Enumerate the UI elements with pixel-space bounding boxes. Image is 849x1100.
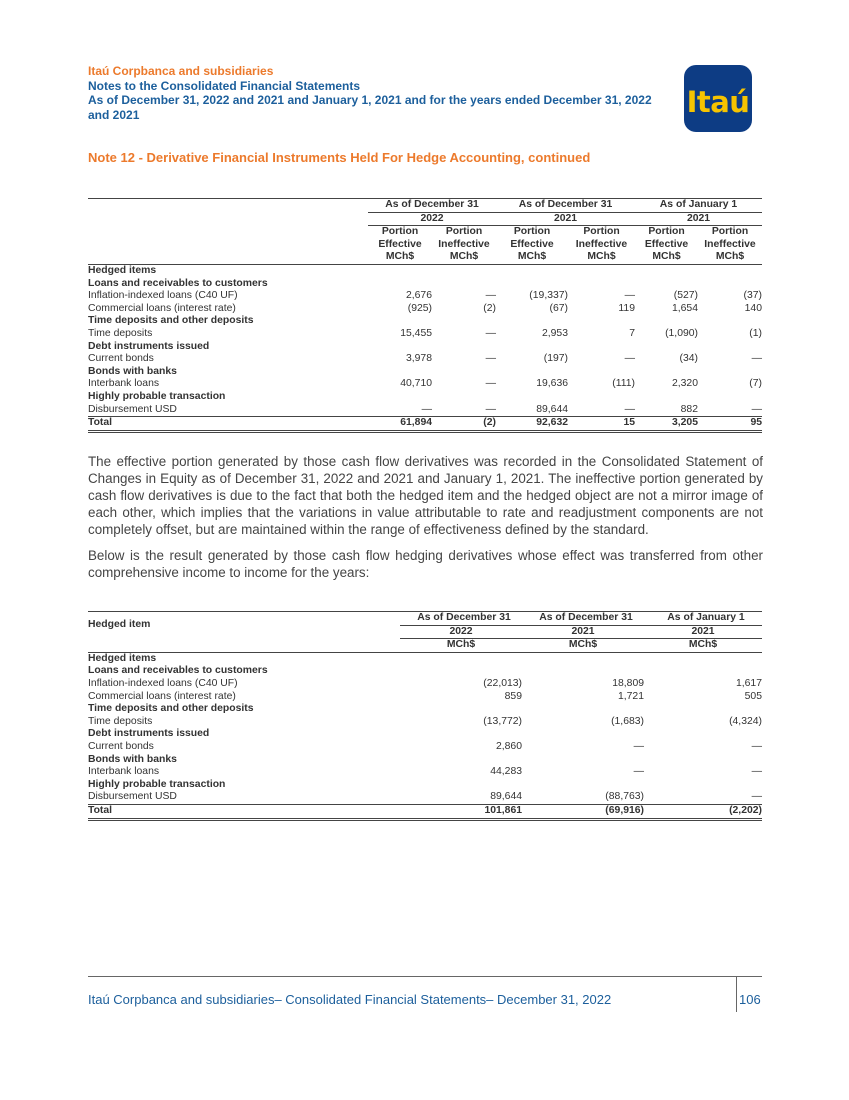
table-row	[88, 264, 762, 277]
cell-value: —	[624, 290, 635, 302]
cell-value: (13,772)	[483, 715, 522, 727]
unit-label: MCh$	[496, 251, 568, 264]
cell-value: (2)	[483, 302, 496, 314]
cell-value	[496, 264, 568, 277]
period-line-1: As of December 31, 2022 and 2021 and January 1, 2021 and for the years ended December 31, 2022	[88, 93, 652, 107]
footer-text: Itaú Corpbanca and subsidiaries– Consolidated Financial Statements– December 31, 2022	[88, 992, 612, 1007]
table-row	[88, 328, 762, 341]
table2-group-year: 2022	[400, 625, 522, 639]
cell-value: 2,953	[541, 327, 568, 339]
cell-value	[432, 391, 496, 404]
cell-value: —	[751, 353, 762, 365]
cell-value: 7	[629, 327, 635, 339]
unit-label: MCh$	[568, 251, 635, 264]
row-label: Time deposits and other deposits	[88, 315, 254, 327]
unit-label: MCh$	[432, 251, 496, 264]
cell-value	[568, 264, 635, 277]
table-row	[88, 728, 762, 741]
table-row	[88, 703, 762, 716]
total-value: 95	[698, 417, 762, 432]
cell-value: (4,324)	[729, 715, 762, 727]
hedged-item-header: Hedged item	[88, 619, 151, 631]
cell-value	[522, 728, 644, 741]
unit-label: MCh$	[644, 639, 762, 653]
table-row	[88, 278, 762, 291]
cell-value	[698, 278, 762, 291]
cell-value	[698, 315, 762, 328]
cell-value: 1,654	[671, 302, 698, 314]
row-label: Current bonds	[88, 353, 154, 365]
cell-value: 18,809	[612, 677, 644, 689]
row-label: Hedged items	[88, 264, 157, 276]
cell-value	[568, 366, 635, 379]
effective-label: Effective	[644, 238, 689, 250]
cell-value	[644, 754, 762, 767]
row-label: Highly probable transaction	[88, 390, 226, 402]
cell-value	[522, 754, 644, 767]
cell-value: —	[485, 327, 496, 339]
cell-value: —	[485, 403, 496, 415]
table1-portion-row	[88, 226, 762, 239]
cell-value	[432, 366, 496, 379]
cell-value	[635, 391, 698, 404]
cell-value: 1,721	[617, 690, 644, 702]
cell-value: (67)	[549, 302, 568, 314]
unit-label: MCh$	[400, 639, 522, 653]
cell-value: (1,090)	[665, 327, 698, 339]
cell-value: 140	[744, 302, 762, 314]
table-row	[88, 378, 762, 391]
cell-value: 15,455	[400, 327, 432, 339]
note-title: Note 12 - Derivative Financial Instruments Held For Hedge Accounting, continued	[88, 150, 591, 165]
table1-group-date: As of December 31	[368, 199, 496, 212]
cell-value: —	[485, 353, 496, 365]
cell-value	[432, 278, 496, 291]
cell-value: —	[633, 766, 644, 778]
cell-value	[568, 315, 635, 328]
company-name: Itaú Corpbanca and subsidiaries	[88, 64, 274, 78]
cell-value: (925)	[407, 302, 432, 314]
unit-label: MCh$	[368, 251, 432, 264]
cell-value	[400, 728, 522, 741]
row-label: Current bonds	[88, 740, 154, 752]
table-row	[88, 391, 762, 404]
cell-value: (197)	[543, 353, 568, 365]
cell-value	[400, 779, 522, 792]
table-row	[88, 366, 762, 379]
cell-value	[496, 278, 568, 291]
hedge-result-table	[88, 611, 762, 821]
cell-value	[568, 391, 635, 404]
table2-group-date: As of January 1	[644, 612, 762, 625]
row-label: Debt instruments issued	[88, 728, 210, 740]
cell-value: 2,676	[405, 290, 432, 302]
table-row	[88, 303, 762, 316]
cell-value	[644, 703, 762, 716]
cell-value	[368, 366, 432, 379]
cell-value: 119	[618, 302, 635, 314]
cell-value	[368, 341, 432, 354]
cell-value	[496, 341, 568, 354]
cell-value: (111)	[612, 378, 635, 390]
cell-value: —	[421, 403, 432, 415]
table1-group-year: 2022	[368, 212, 496, 226]
cell-value: 40,710	[400, 378, 432, 390]
cell-value	[496, 315, 568, 328]
footer-rule	[88, 976, 762, 977]
table-row	[88, 353, 762, 366]
table-row	[88, 652, 762, 665]
row-label: Hedged items	[88, 652, 157, 664]
table1-year-row	[88, 212, 762, 226]
table2-group-row	[88, 612, 762, 625]
table1-group-date: As of December 31	[496, 199, 635, 212]
cell-value: 2,860	[495, 740, 522, 752]
cell-value: (22,013)	[483, 677, 522, 689]
cell-value	[698, 264, 762, 277]
row-label: Time deposits	[88, 715, 153, 727]
table-row	[88, 754, 762, 767]
table-row	[88, 716, 762, 729]
cell-value: 859	[504, 690, 522, 702]
hedge-effectiveness-table	[88, 198, 762, 433]
unit-label: MCh$	[635, 251, 698, 264]
unit-label: MCh$	[698, 251, 762, 264]
transfer-paragraph: Below is the result generated by those cash flow hedging derivatives whose effect was transferred from other comprehensive income to income for the years:	[88, 548, 763, 580]
row-label: Interbank loans	[88, 766, 160, 778]
cell-value	[522, 779, 644, 792]
total-label: Total	[88, 804, 400, 819]
total-value: (2,202)	[644, 804, 762, 819]
document-header	[88, 64, 652, 122]
total-value: (69,916)	[522, 804, 644, 819]
cell-value: (34)	[679, 353, 698, 365]
cell-value: —	[485, 378, 496, 390]
itau-logo	[684, 65, 752, 132]
portion-label: Portion	[513, 226, 551, 238]
cell-value	[568, 341, 635, 354]
total-value: 3,205	[635, 417, 698, 432]
table-row	[88, 779, 762, 792]
cell-value: (7)	[749, 378, 762, 390]
table-row	[88, 766, 762, 779]
cell-value: (19,337)	[529, 290, 568, 302]
cell-value: —	[624, 353, 635, 365]
row-label: Inflation-indexed loans (C40 UF)	[88, 677, 238, 689]
table-row	[88, 341, 762, 354]
cell-value: 89,644	[536, 403, 568, 415]
table1-total-row	[88, 417, 762, 432]
table2-group-year: 2021	[522, 625, 644, 639]
table1-group-date: As of January 1	[635, 199, 762, 212]
effective-label: Effective	[378, 238, 422, 250]
table-row	[88, 290, 762, 303]
notes-title: Notes to the Consolidated Financial Statements	[88, 78, 361, 93]
cell-value	[698, 391, 762, 404]
cell-value	[635, 341, 698, 354]
cell-value	[698, 366, 762, 379]
row-label: Bonds with banks	[88, 365, 177, 377]
cell-value: —	[751, 766, 762, 778]
cell-value	[522, 652, 644, 665]
cell-value: —	[485, 290, 496, 302]
row-label: Inflation-indexed loans (C40 UF)	[88, 290, 238, 302]
table1-type-row	[88, 239, 762, 252]
cell-value	[496, 391, 568, 404]
cell-value	[522, 703, 644, 716]
table-row	[88, 665, 762, 678]
cell-value	[496, 366, 568, 379]
cell-value: —	[751, 791, 762, 803]
row-label: Loans and receivables to customers	[88, 277, 268, 289]
ineffective-label: Ineffective	[704, 238, 756, 250]
cell-value	[368, 315, 432, 328]
period-line-2: and 2021	[88, 107, 140, 122]
cell-value	[400, 652, 522, 665]
cell-value	[644, 728, 762, 741]
row-label: Interbank loans	[88, 378, 160, 390]
row-label: Loans and receivables to customers	[88, 665, 268, 677]
total-value: 92,632	[496, 417, 568, 432]
portion-label: Portion	[711, 226, 749, 238]
cell-value	[432, 341, 496, 354]
cell-value	[368, 264, 432, 277]
effective-portion-paragraph: The effective portion generated by those cash flow derivatives was recorded in the Consolidated Statement of Changes in Equity as of December 31, 2022 and 2021 and January 1, 2021. The ineffective portion generated by cash flow derivatives is due to the fact that both the hedged item and the hedged object are not a mirror image of each other, which implies that the variations in value attributable to rate and readjustment components are not completely offset, but are maintained within the range of effectiveness defined by the standard.	[88, 454, 763, 537]
table1-group-year: 2021	[635, 212, 762, 226]
table2-group-year: 2021	[644, 625, 762, 639]
total-label: Total	[88, 417, 368, 432]
total-value: 15	[568, 417, 635, 432]
table-row	[88, 791, 762, 804]
cell-value: 89,644	[490, 791, 522, 803]
cell-value	[432, 315, 496, 328]
cell-value	[400, 665, 522, 678]
cell-value: (1,683)	[611, 715, 644, 727]
table-row	[88, 741, 762, 754]
row-label: Time deposits	[88, 327, 153, 339]
cell-value: —	[751, 403, 762, 415]
cell-value: 882	[680, 403, 698, 415]
cell-value	[635, 278, 698, 291]
cell-value	[698, 341, 762, 354]
cell-value: (1)	[749, 327, 762, 339]
row-label: Time deposits and other deposits	[88, 703, 254, 715]
table2-group-date: As of December 31	[522, 612, 644, 625]
unit-label: MCh$	[522, 639, 644, 653]
logo-text: Itaú	[686, 84, 750, 119]
cell-value	[432, 264, 496, 277]
table2-unit-row	[88, 639, 762, 653]
total-value: 101,861	[400, 804, 522, 819]
total-value: 61,894	[368, 417, 432, 432]
row-label: Disbursement USD	[88, 791, 177, 803]
cell-value	[400, 754, 522, 767]
cell-value: (527)	[673, 290, 698, 302]
cell-value: —	[751, 740, 762, 752]
portion-label: Portion	[648, 226, 685, 238]
table-row	[88, 315, 762, 328]
cell-value: 44,283	[490, 766, 522, 778]
table-row	[88, 691, 762, 704]
table1-group-row	[88, 199, 762, 212]
cell-value: —	[624, 403, 635, 415]
cell-value	[568, 278, 635, 291]
cell-value	[368, 278, 432, 291]
portion-label: Portion	[445, 226, 483, 238]
cell-value	[635, 315, 698, 328]
cell-value: 3,978	[405, 353, 432, 365]
cell-value: —	[633, 740, 644, 752]
cell-value: 19,636	[536, 378, 568, 390]
row-label: Commercial loans (interest rate)	[88, 690, 236, 702]
ineffective-label: Ineffective	[575, 238, 628, 250]
cell-value	[635, 366, 698, 379]
row-label: Highly probable transaction	[88, 778, 226, 790]
cell-value	[368, 391, 432, 404]
row-label: Commercial loans (interest rate)	[88, 302, 236, 314]
cell-value	[644, 779, 762, 792]
total-value: (2)	[432, 417, 496, 432]
cell-value	[635, 264, 698, 277]
row-label: Bonds with banks	[88, 753, 177, 765]
cell-value	[400, 703, 522, 716]
portion-label: Portion	[381, 226, 419, 238]
row-label: Disbursement USD	[88, 403, 177, 415]
row-label: Debt instruments issued	[88, 340, 210, 352]
portion-label: Portion	[583, 226, 620, 238]
footer-divider	[736, 976, 737, 1012]
cell-value: (88,763)	[605, 791, 644, 803]
cell-value	[522, 665, 644, 678]
table1-group-year: 2021	[496, 212, 635, 226]
table-row	[88, 678, 762, 691]
table-row	[88, 404, 762, 417]
cell-value: 505	[744, 690, 762, 702]
page-number: 106	[739, 992, 761, 1007]
table1-unit-row	[88, 251, 762, 264]
table2-group-date: As of December 31	[400, 612, 522, 625]
table2-total-row	[88, 804, 762, 819]
cell-value: (37)	[743, 290, 762, 302]
ineffective-label: Ineffective	[438, 238, 490, 250]
effective-label: Effective	[510, 238, 554, 250]
cell-value: 2,320	[671, 378, 698, 390]
cell-value	[644, 665, 762, 678]
cell-value: 1,617	[735, 677, 762, 689]
cell-value	[644, 652, 762, 665]
